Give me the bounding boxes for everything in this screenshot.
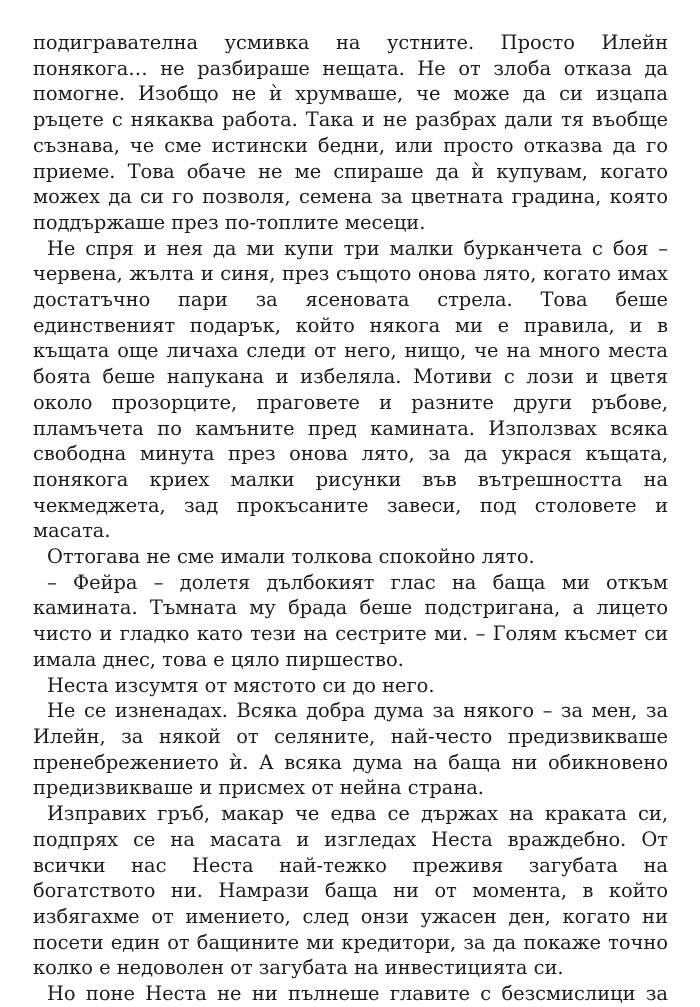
- paragraph: подигравателна усмивка на устните. Просто Илейн понякога… не разбираше нещата. Не от злоба отказа да помогне. Изобщо не ѝ хрумваше, че може да си изцапа ръцете с някаква работа. Така и не разбрах дали тя въобще съзнава, че сме истински бедни, или просто отказва да го приеме. Това обаче не ме спираше да ѝ купувам, когато можех да си го позволя, семена за цветната градина, която поддържаше през по-топлите месеци.: [33, 31, 668, 234]
- paragraph: Не спря и нея да ми купи три малки бурканчета с боя – червена, жълта и синя, през същото онова лято, когато имах достатъчно пари за ясеновата стрела. Това беше единственият подарък, който някога ми е правила, и в къщата още личаха следи от него, нищо, че на много места боята беше напукана и избеляла. Мотиви с лози и цветя около прозорците, праговете и разните други ръбове, пламъчета по камъните пред камината. Използвах всяка свободна минута през онова лято, за да украся къщата, понякога криех малки рисунки във вътрешността на чекмеджета, зад прокъсаните завеси, под столовете и масата.: [33, 236, 668, 543]
- paragraph: Изправих гръб, макар че едва се държах на краката си, подпрях се на масата и изгледах Неста враждебно. От всички нас Неста най-тежко преживя загубата на богатството ни. Намрази баща ни от момента, в който избягахме от имението, след онзи ужасен ден, когато ни посети един от бащините ми кредитори, за да покаже точно колко е недоволен от загубата на инвестицията си.: [33, 802, 668, 980]
- paragraph: – Фейра – долетя дълбокият глас на баща ми откъм камината. Тъмната му брада беше подстригана, а лицето чисто и гладко като тези на сестрите ми. – Голям късмет си имала днес, това е цяло пиршество.: [33, 570, 668, 671]
- page-text: [33, 30, 668, 1007]
- paragraph: Оттогава не сме имали толкова спокойно лято.: [47, 545, 535, 569]
- paragraph: Не се изненадах. Всяка добра дума за някого – за мен, за Илейн, за някой от селяните, най-често предизвикваше пренебрежението ѝ. А всяка дума на баща ни обикновено предизвикваше и присмех от нейна страна.: [33, 699, 668, 800]
- paragraph: Но поне Неста не ни пълнеше главите с безсмислици за: [47, 982, 668, 1006]
- paragraph: Неста изсумтя от мястото си до него.: [47, 673, 435, 697]
